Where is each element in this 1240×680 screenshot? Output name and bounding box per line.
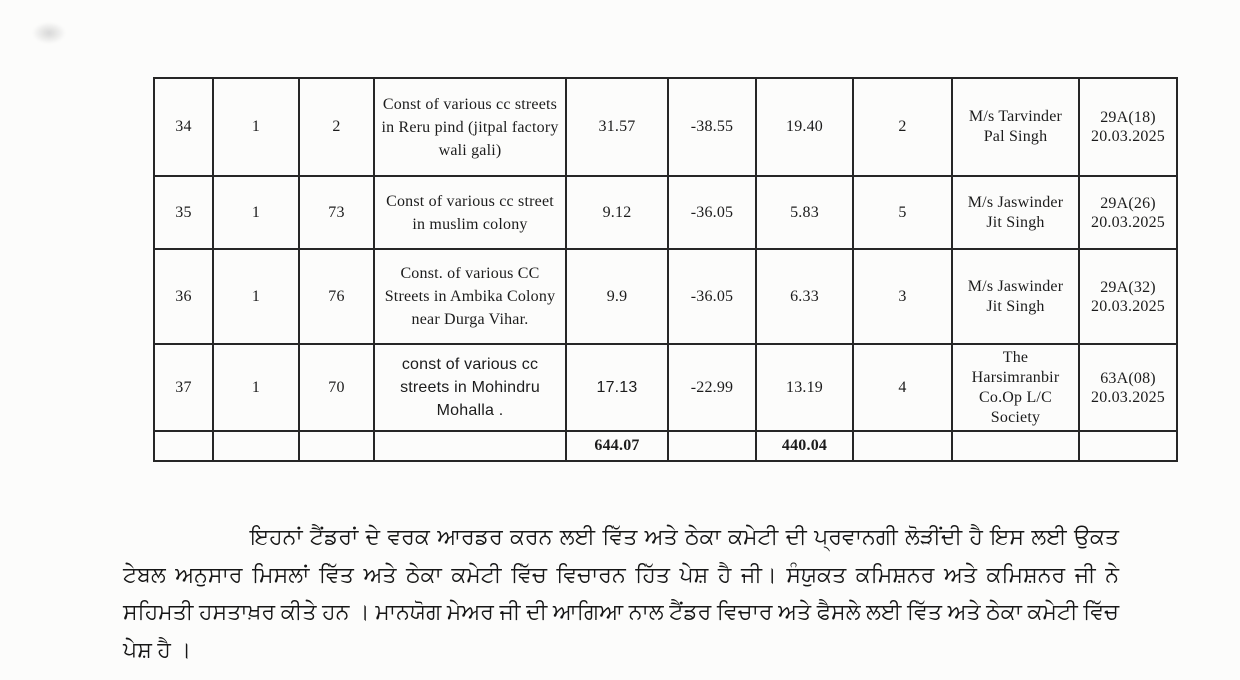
cell-work-description: Const. of various CC Streets in Ambika Colony near Durga Vihar. — [374, 249, 566, 344]
tender-table — [153, 77, 1178, 462]
cell-percent: -22.99 — [668, 344, 756, 431]
cell-contractor: M/s Tarvinder Pal Singh — [952, 78, 1079, 176]
cell-count: 4 — [853, 344, 952, 431]
cell-count: 3 — [853, 249, 952, 344]
cell-amount: 9.9 — [566, 249, 668, 344]
cell-col2: 1 — [213, 176, 299, 249]
cell-serial: 37 — [154, 344, 213, 431]
cell-col3: 70 — [299, 344, 374, 431]
cell-net-amount: 5.83 — [756, 176, 853, 249]
cell-percent: -36.05 — [668, 176, 756, 249]
cell-percent: -38.55 — [668, 78, 756, 176]
cell-empty — [1079, 431, 1177, 461]
cell-amount-total: 644.07 — [566, 431, 668, 461]
cell-net-total: 440.04 — [756, 431, 853, 461]
cell-empty — [374, 431, 566, 461]
table-row — [154, 249, 1177, 344]
cell-serial: 35 — [154, 176, 213, 249]
cell-col3: 73 — [299, 176, 374, 249]
cell-serial: 34 — [154, 78, 213, 176]
cell-reference — [1079, 176, 1177, 249]
cell-serial: 36 — [154, 249, 213, 344]
punjabi-note-paragraph: ਇਹਨਾਂ ਟੈਂਡਰਾਂ ਦੇ ਵਰਕ ਆਰਡਰ ਕਰਨ ਲਈ ਵਿੱਤ ਅਤੇ ਠੇਕਾ ਕਮੇਟੀ ਦੀ ਪ੍ਰਵਾਨਗੀ ਲੋੜੀਂਦੀ ਹੈ ਇਸ ਲਈ ਉਕਤ ਟੇਬਲ ਅਨੁਸਾਰ ਮਿਸਲਾਂ ਵਿੱਤ ਅਤੇ ਠੇਕਾ ਕਮੇਟੀ ਵਿੱਚ ਵਿਚਾਰਨ ਹਿੱਤ ਪੇਸ਼ ਹੈ ਜੀ। ਸੰਯੁਕਤ ਕਮਿਸ਼ਨਰ ਅਤੇ ਕਮਿਸ਼ਨਰ ਜੀ ਨੇ ਸਹਿਮਤੀ ਹਸਤਾਖ਼ਰ ਕੀਤੇ ਹਨ । ਮਾਨਯੋਗ ਮੇਅਰ ਜੀ ਦੀ ਆਗਿਆ ਨਾਲ ਟੈਂਡਰ ਵਿਚਾਰ ਅਤੇ ਫੈਸਲੇ ਲਈ ਵਿੱਤ ਅਤੇ ਠੇਕਾ ਕਮੇਟੀ ਵਿੱਚ ਪੇਸ਼ ਹੈ । — [123, 524, 1119, 662]
cell-empty — [952, 431, 1079, 461]
cell-col2: 1 — [213, 344, 299, 431]
reference-number: 29A(18) — [1100, 109, 1156, 126]
summary-row — [154, 431, 1177, 461]
cell-work-description: Const of various cc street in muslim colony — [374, 176, 566, 249]
cell-amount: 9.12 — [566, 176, 668, 249]
cell-net-amount: 13.19 — [756, 344, 853, 431]
reference-number: 63A(08) — [1100, 369, 1156, 387]
cell-net-amount: 19.40 — [756, 78, 853, 176]
reference-number: 29A(32) — [1100, 278, 1156, 296]
cell-reference — [1079, 78, 1177, 176]
cell-net-amount: 6.33 — [756, 249, 853, 344]
cell-contractor: The Harsimranbir Co.Op L/C Society — [952, 344, 1079, 431]
cell-work-description: const of various cc streets in Mohindru Mohalla . — [374, 344, 566, 431]
table-row — [154, 344, 1177, 431]
cell-reference — [1079, 249, 1177, 344]
cell-contractor: M/s Jaswinder Jit Singh — [952, 176, 1079, 249]
cell-col2: 1 — [213, 78, 299, 176]
cell-empty — [299, 431, 374, 461]
table-row — [154, 176, 1177, 249]
cell-count: 5 — [853, 176, 952, 249]
reference-date: 20.03.2025 — [1091, 128, 1165, 145]
cell-reference — [1079, 344, 1177, 431]
cell-empty — [213, 431, 299, 461]
scan-smudge — [32, 22, 66, 44]
cell-contractor: M/s Jaswinder Jit Singh — [952, 249, 1079, 344]
cell-amount: 17.13 — [566, 344, 668, 431]
cell-amount: 31.57 — [566, 78, 668, 176]
cell-col3: 76 — [299, 249, 374, 344]
table-row — [154, 78, 1177, 176]
reference-date: 20.03.2025 — [1091, 213, 1165, 231]
reference-date: 20.03.2025 — [1091, 297, 1165, 315]
reference-number: 29A(26) — [1100, 194, 1156, 212]
reference-date: 20.03.2025 — [1091, 388, 1165, 406]
cell-col3: 2 — [299, 78, 374, 176]
cell-count: 2 — [853, 78, 952, 176]
cell-empty — [853, 431, 952, 461]
cell-work-description: Const of various cc streets in Reru pind (jitpal factory wali gali) — [374, 78, 566, 176]
cell-col2: 1 — [213, 249, 299, 344]
cell-empty — [154, 431, 213, 461]
cell-percent: -36.05 — [668, 249, 756, 344]
cell-empty — [668, 431, 756, 461]
